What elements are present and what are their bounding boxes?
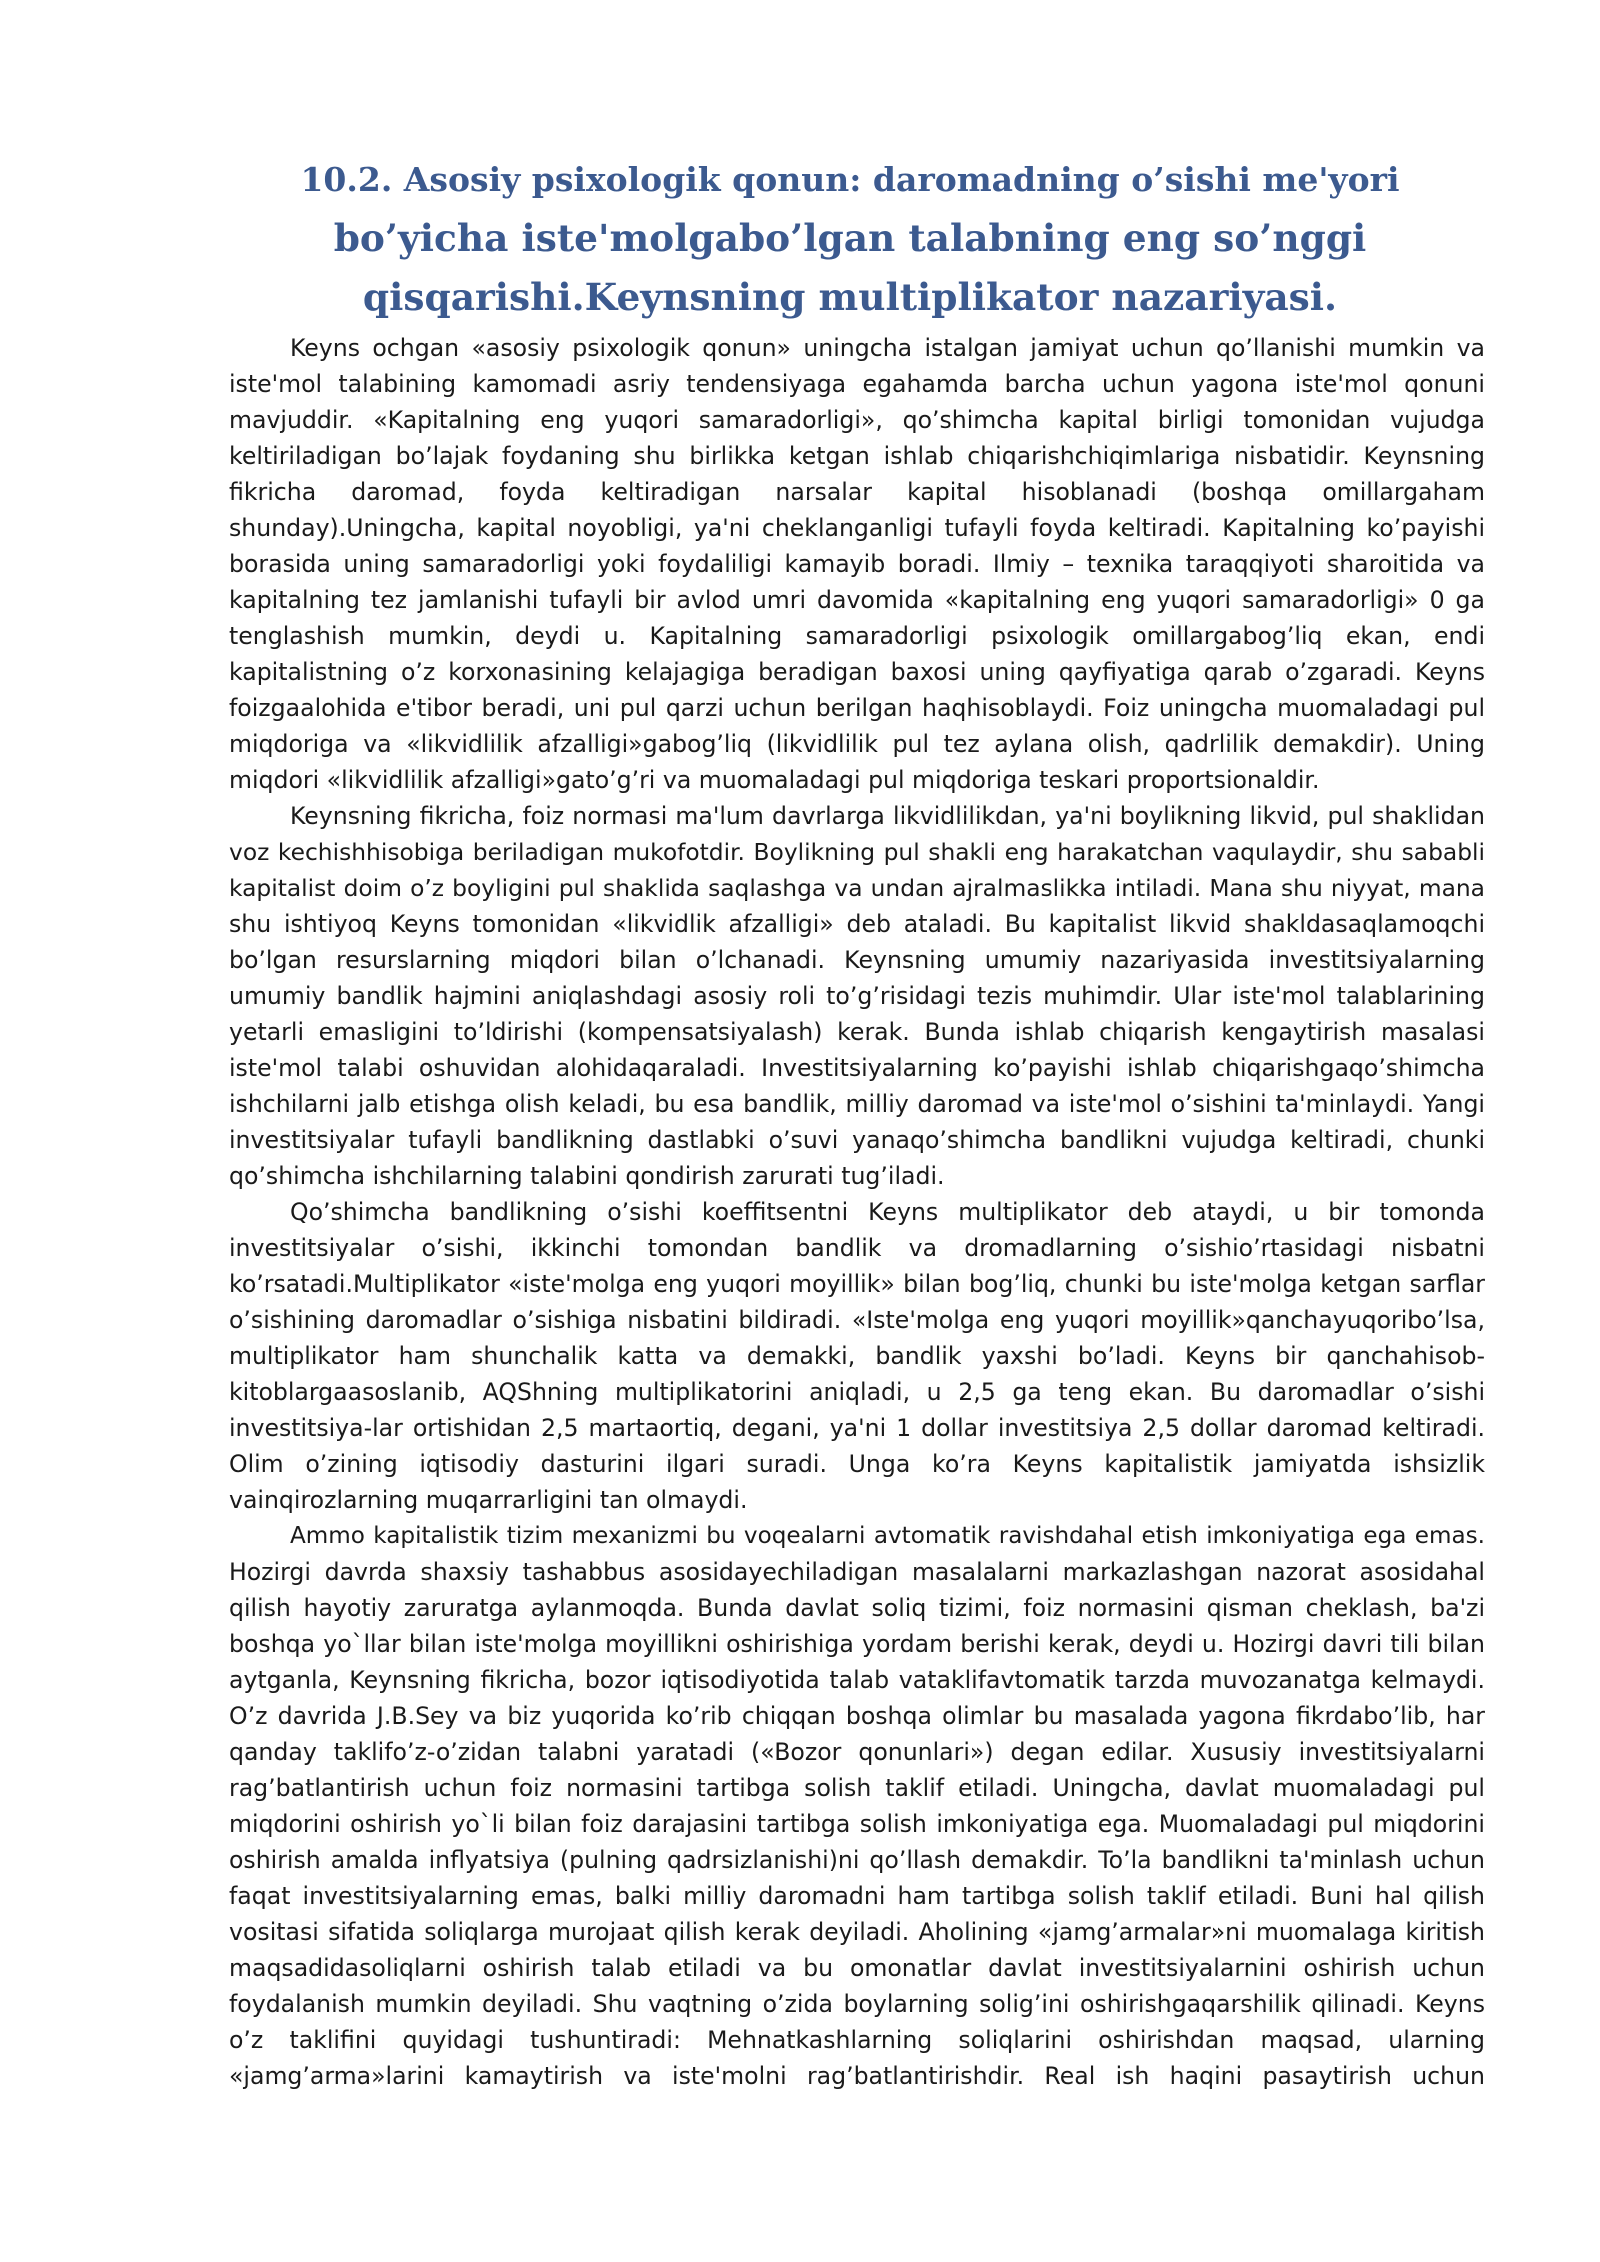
text-line: aytganla, Keynsning fikricha, bozor iqtisodiyotida talab vataklifavtomatik tarzda muvozanatga kelmaydi. (229, 1666, 1485, 1694)
text-line: bo’lgan resurslarning miqdori bilan o’lchanadi. Keynsning umumiy nazariyasida investitsiyalarning (229, 946, 1485, 974)
text-line: multiplikator ham shunchalik katta va demakki, bandlik yaxshi bo’ladi. Keyns bir qanchahisob- (229, 1342, 1485, 1370)
text-line: Keynsning fikricha, foiz normasi ma'lum davrlarga likvidlilikdan, ya'ni boylikning likvid, pul shaklidan (290, 802, 1485, 830)
text-line: Qo’shimcha bandlikning o’sishi koeffitsentni Keyns multiplikator deb ataydi, u bir tomonda (290, 1198, 1485, 1226)
text-line: vositasi sifatida soliqlarga murojaat qilish kerak deyiladi. Aholining «jamg’armalar»ni muomalaga kiritish (229, 1918, 1485, 1946)
body-text (229, 330, 1485, 2094)
text-line: O’z davrida J.B.Sey va biz yuqorida ko’rib chiqqan boshqa olimlar bu masalada yagona fikrdabo’lib, har (229, 1702, 1485, 1730)
text-line: iste'mol talabi oshuvidan alohidaqaraladi. Investitsiyalarning ko’payishi ishlab chiqarishgaqo’shimcha (229, 1054, 1485, 1082)
paragraph (229, 1194, 1485, 1518)
text-line: investitsiyalar tufayli bandlikning dastlabki o’suvi yanaqo’shimcha bandlikni vujudga keltiradi, chunki (229, 1126, 1485, 1154)
paragraph (229, 798, 1485, 1194)
heading-line: 10.2. Asosiy psixologik qonun: daromadning o’sishi me'yori (300, 160, 1400, 199)
text-line: rag’batlantirish uchun foiz normasini tartibga solish taklif etiladi. Uningcha, davlat muomaladagi pul (229, 1774, 1485, 1802)
text-line: Ammo kapitalistik tizim mexanizmi bu voqealarni avtomatik ravishdahal etish imkoniyatiga ega emas. (290, 1523, 1485, 1549)
text-line: Hozirgi davrda shaxsiy tashabbus asosidayechiladigan masalalarni markazlashgan nazorat asosidahal (229, 1558, 1485, 1586)
text-line: ko’rsatadi.Multiplikator «iste'molga eng yuqori moyillik» bilan bog’liq, chunki bu iste'molga ketgan sarflar (229, 1270, 1485, 1298)
text-line: «jamg’arma»larini kamaytirish va iste'molni rag’batlantirishdir. Real ish haqini pasaytirish uchun (229, 2062, 1485, 2090)
text-line: umumiy bandlik hajmini aniqlashdagi asosiy roli to’g’risidagi tezis muhimdir. Ular iste'mol talablarining (229, 982, 1485, 1010)
text-line: qilish hayotiy zaruratga aylanmoqda. Bunda davlat soliq tizimi, foiz normasini qisman cheklash, ba'zi (229, 1594, 1485, 1622)
text-line: miqdorini oshirish yo`li bilan foiz darajasini tartibga solish imkoniyatiga ega. Muomaladagi pul miqdorini (229, 1810, 1485, 1838)
text-line: yetarli emasligini to’ldirishi (kompensatsiyalash) kerak. Bunda ishlab chiqarish kengaytirish masalasi (229, 1018, 1485, 1046)
text-line: shunday).Uningcha, kapital noyobligi, ya'ni cheklanganligi tufayli foyda keltiradi. Kapitalning ko’payishi (229, 514, 1485, 542)
text-line: faqat investitsiyalarning emas, balki milliy daromadni ham tartibga solish taklif etiladi. Buni hal qilish (229, 1882, 1485, 1910)
text-line: borasida uning samaradorligi yoki foydaliligi kamayib boradi. Ilmiy – texnika taraqqiyoti sharoitida va (229, 550, 1485, 578)
text-line: mavjuddir. «Kapitalning eng yuqori samaradorligi», qo’shimcha kapital birligi tomonidan vujudga (229, 406, 1485, 434)
text-line: qo’shimcha ishchilarning talabini qondirish zarurati tug’iladi. (229, 1162, 945, 1190)
paragraph (229, 330, 1485, 798)
text-line: miqdori «likvidlilik afzalligi»gato’g’ri va muomaladagi pul miqdoriga teskari proportsionaldir. (229, 766, 1320, 794)
text-line: miqdoriga va «likvidlilik afzalligi»gabog’liq (likvidlilik pul tez aylana olish, qadrlilik demakdir). Uning (229, 730, 1485, 758)
text-line: investitsiya-lar ortishidan 2,5 martaortiq, degani, ya'ni 1 dollar investitsiya 2,5 dollar daromad keltiradi. (229, 1414, 1485, 1442)
heading-line: bo’yicha iste'molgabo’lgan talabning eng so’nggi (333, 216, 1367, 260)
section-heading (300, 150, 1400, 327)
text-line: iste'mol talabining kamomadi asriy tendensiyaga egahamda barcha uchun yagona iste'mol qonuni (229, 370, 1485, 398)
text-line: Keyns ochgan «asosiy psixologik qonun» uningcha istalgan jamiyat uchun qo’llanishi mumkin va (290, 334, 1485, 362)
text-line: kapitalistning o’z korxonasining kelajagiga beradigan baxosi uning qayfiyatiga qarab o’zgaradi. Keyns (229, 658, 1485, 686)
text-line: vainqirozlarning muqarrarligini tan olmaydi. (229, 1486, 748, 1514)
paragraph (229, 1518, 1485, 2094)
text-line: maqsadidasoliqlarni oshirish talab etiladi va bu omonatlar davlat investitsiyalarnini oshirish uchun (229, 1954, 1485, 1982)
text-line: voz kechishhisobiga beriladigan mukofotdir. Boylikning pul shakli eng harakatchan vaqulaydir, shu sababli (229, 838, 1485, 866)
text-line: o’z taklifini quyidagi tushuntiradi: Mehnatkashlarning soliqlarini oshirishdan maqsad, ularning (229, 2026, 1485, 2054)
text-line: foizgaalohida e'tibor beradi, uni pul qarzi uchun berilgan haqhisoblaydi. Foiz uningcha muomaladagi pul (229, 694, 1485, 722)
text-line: Olim o’zining iqtisodiy dasturini ilgari suradi. Unga ko’ra Keyns kapitalistik jamiyatda ishsizlik (229, 1450, 1485, 1478)
text-line: qanday taklifo’z-o’zidan talabni yaratadi («Bozor qonunlari») degan edilar. Xususiy investitsiyalarni (229, 1738, 1485, 1766)
text-line: keltiriladigan bo’lajak foydaning shu birlikka ketgan ishlab chiqarishchiqimlariga nisbatidir. Keynsning (229, 442, 1485, 470)
text-line: shu ishtiyoq Keyns tomonidan «likvidlik afzalligi» deb ataladi. Bu kapitalist likvid shakldasaqlamoqchi (229, 910, 1485, 938)
text-line: investitsiyalar o’sishi, ikkinchi tomondan bandlik va dromadlarning o’sishio’rtasidagi nisbatni (229, 1234, 1485, 1262)
text-line: kitoblargaasoslanib, AQShning multiplikatorini aniqladi, u 2,5 ga teng ekan. Bu daromadlar o’sishi (229, 1378, 1485, 1406)
text-line: fikricha daromad, foyda keltiradigan narsalar kapital hisoblanadi (boshqa omillargaham (229, 478, 1485, 506)
text-line: tenglashish mumkin, deydi u. Kapitalning samaradorligi psixologik omillargabog’liq ekan, endi (229, 622, 1485, 650)
text-line: kapitalist doim o’z boyligini pul shaklida saqlashga va undan ajralmaslikka intiladi. Mana shu niyyat, mana (229, 874, 1485, 902)
text-line: boshqa yo`llar bilan iste'molga moyillikni oshirishiga yordam berishi kerak, deydi u. Hozirgi davri tili bilan (229, 1630, 1485, 1658)
text-line: foydalanish mumkin deyiladi. Shu vaqtning o’zida boylarning solig’ini oshirishgaqarshilik qilinadi. Keyns (229, 1990, 1485, 2018)
text-line: ishchilarni jalb etishga olish keladi, bu esa bandlik, milliy daromad va iste'mol o’sishini ta'minlaydi. Yangi (229, 1090, 1485, 1118)
text-line: oshirish amalda inflyatsiya (pulning qadrsizlanishi)ni qo’llash demakdir. To’la bandlikni ta'minlash uchun (229, 1846, 1485, 1874)
text-line: kapitalning tez jamlanishi tufayli bir avlod umri davomida «kapitalning eng yuqori samaradorligi» 0 ga (229, 586, 1485, 614)
heading-line: qisqarishi.Keynsning multiplikator nazariyasi. (362, 275, 1338, 319)
text-line: o’sishining daromadlar o’sishiga nisbatini bildiradi. «Iste'molga eng yuqori moyillik»qanchayuqoribo’lsa, (229, 1306, 1485, 1334)
